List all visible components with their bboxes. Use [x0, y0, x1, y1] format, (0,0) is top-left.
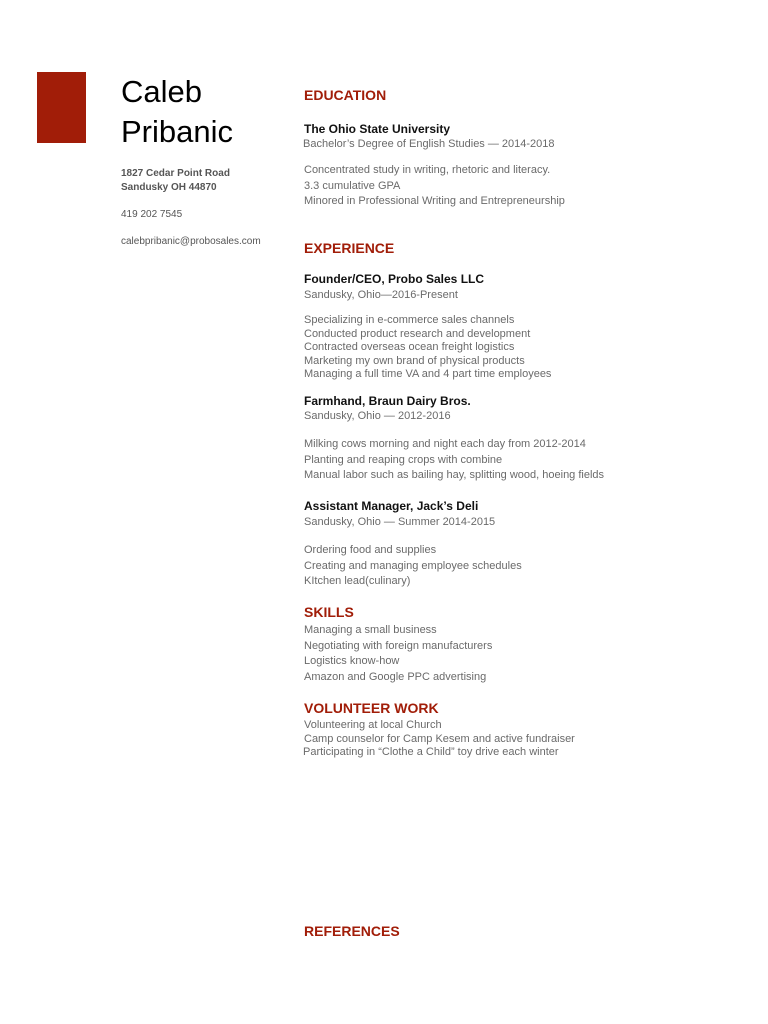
school-name: The Ohio State University [304, 122, 451, 136]
section-heading-education: EDUCATION [304, 87, 387, 103]
name-first: Caleb [121, 74, 202, 109]
list-item: Milking cows morning and night each day from 2012-2014 [304, 438, 586, 450]
list-item: Ordering food and supplies [304, 544, 437, 556]
email-address: calebpribanic@probosales.com [121, 236, 261, 247]
job-location: Sandusky, Ohio — 2012-2016 [304, 410, 451, 422]
list-item: Volunteering at local Church [304, 719, 442, 731]
list-item: Contracted overseas ocean freight logistics [304, 341, 515, 354]
list-item: Specializing in e-commerce sales channels [304, 314, 515, 326]
address-line-1: 1827 Cedar Point Road [121, 168, 230, 179]
address-line-2: Sandusky OH 44870 [121, 182, 217, 193]
address [121, 167, 230, 195]
list-item: Minored in Professional Writing and Entrepreneurship [304, 195, 565, 207]
job-title: Assistant Manager, Jack’s Deli [304, 499, 479, 513]
list-item: Logistics know-how [304, 655, 400, 667]
name-last: Pribanic [121, 114, 233, 149]
section-heading-references: REFERENCES [304, 923, 400, 939]
section-heading-skills: SKILLS [304, 604, 354, 620]
phone-number: 419 202 7545 [121, 209, 183, 220]
section-heading-experience: EXPERIENCE [304, 240, 395, 256]
list-item: Concentrated study in writing, rhetoric and literacy. [304, 164, 551, 176]
list-item: Negotiating with foreign manufacturers [304, 639, 493, 652]
list-item: Conducted product research and development [304, 327, 531, 340]
education-details [304, 163, 565, 210]
section-heading-volunteer: VOLUNTEER WORK [304, 700, 439, 716]
list-item: Manual labor such as bailing hay, splitting wood, hoeing fields [304, 469, 605, 481]
job-title: Farmhand, Braun Dairy Bros. [304, 394, 471, 408]
list-item: 3.3 cumulative GPA [304, 179, 401, 192]
list-item: Planting and reaping crops with combine [304, 453, 503, 466]
job-location: Sandusky, Ohio — Summer 2014-2015 [304, 516, 496, 528]
list-item: Participating in “Clothe a Child” toy drive each winter [303, 746, 559, 759]
list-item: Creating and managing employee schedules [304, 559, 522, 572]
job-bullets [304, 314, 551, 382]
skills-list [304, 623, 492, 685]
list-item: KItchen lead(culinary) [304, 575, 411, 587]
accent-block [37, 72, 86, 143]
candidate-name [121, 72, 233, 152]
job-bullets [304, 437, 604, 484]
job-location: Sandusky, Ohio—2016-Present [304, 289, 458, 301]
list-item: Amazon and Google PPC advertising [304, 670, 487, 683]
list-item: Managing a small business [304, 624, 437, 636]
list-item: Marketing my own brand of physical products [304, 354, 525, 367]
degree: Bachelor’s Degree of English Studies — 2014-2018 [303, 138, 555, 150]
list-item: Camp counselor for Camp Kesem and active fundraiser [304, 732, 575, 745]
volunteer-list [304, 719, 575, 760]
job-title: Founder/CEO, Probo Sales LLC [304, 272, 485, 286]
list-item: Managing a full time VA and 4 part time employees [304, 368, 552, 381]
job-bullets [304, 543, 522, 590]
